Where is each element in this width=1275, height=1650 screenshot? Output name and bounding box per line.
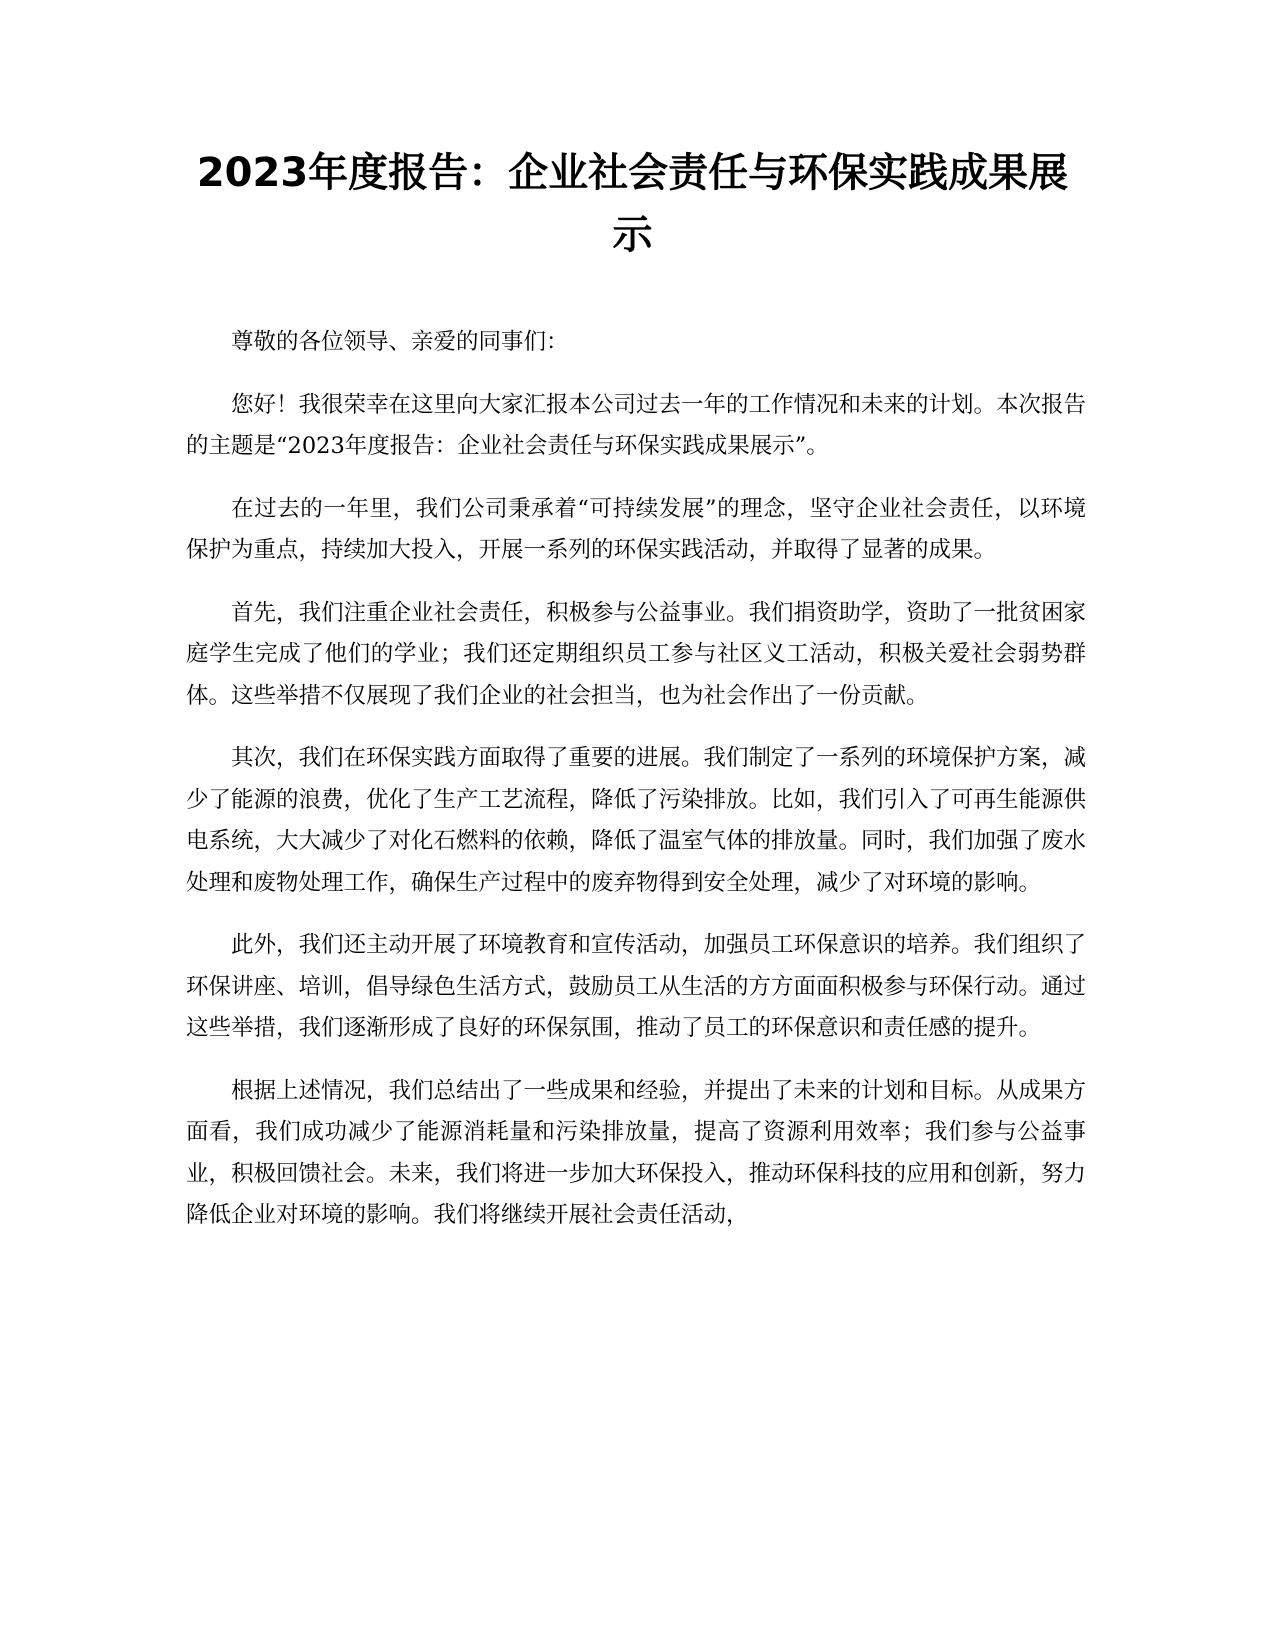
paragraph-summary: 根据上述情况，我们总结出了一些成果和经验，并提出了未来的计划和目标。从成果方面看，我们成功减少了能源消耗量和污染排放量，提高了资源利用效率；我们参与公益事业，积极回馈社会。未来，我们将进一步加大环保投入，推动环保科技的应用和创新，努力降低企业对环境的影响。我们将继续开展社会责任活动， (186, 1077, 1087, 1228)
paragraph-education: 此外，我们还主动开展了环境教育和宣传活动，加强员工环保意识的培养。我们组织了环保讲座、培训，倡导绿色生活方式，鼓励员工从生活的方方面面积极参与环保行动。通过这些举措，我们逐渐形成了良好的环保氛围，推动了员工的环保意识和责任感的提升。 (186, 932, 1087, 1041)
paragraph-greeting: 您好！我很荣幸在这里向大家汇报本公司过去一年的工作情况和未来的计划。本次报告的主题是“2023年度报告：企业社会责任与环保实践成果展示”。 (186, 391, 1087, 459)
document-body (186, 322, 1086, 1258)
paragraph-salutation: 尊敬的各位领导、亲爱的同事们： (231, 329, 569, 355)
paragraph-overview: 在过去的一年里，我们公司秉承着“可持续发展”的理念，坚守企业社会责任，以环境保护为重点，持续加大投入，开展一系列的环保实践活动，并取得了显著的成果。 (186, 495, 1086, 563)
paragraph-environmental-practice: 其次，我们在环保实践方面取得了重要的进展。我们制定了一系列的环境保护方案，减少了能源的浪费，优化了生产工艺流程，降低了污染排放。比如，我们引入了可再生能源供电系统，大大减少了对化石燃料的依赖，降低了温室气体的排放量。同时，我们加强了废水处理和废物处理工作，确保生产过程中的废弃物得到安全处理，减少了对环境的影响。 (186, 745, 1087, 896)
paragraph-social-responsibility: 首先，我们注重企业社会责任，积极参与公益事业。我们捐资助学，资助了一批贫困家庭学生完成了他们的学业；我们还定期组织员工参与社区义工活动，积极关爱社会弱势群体。这些举措不仅展现了我们企业的社会担当，也为社会作出了一份贡献。 (186, 599, 1087, 709)
document-title: 2023年度报告：企业社会责任与环保实践成果展示 (196, 150, 1069, 258)
